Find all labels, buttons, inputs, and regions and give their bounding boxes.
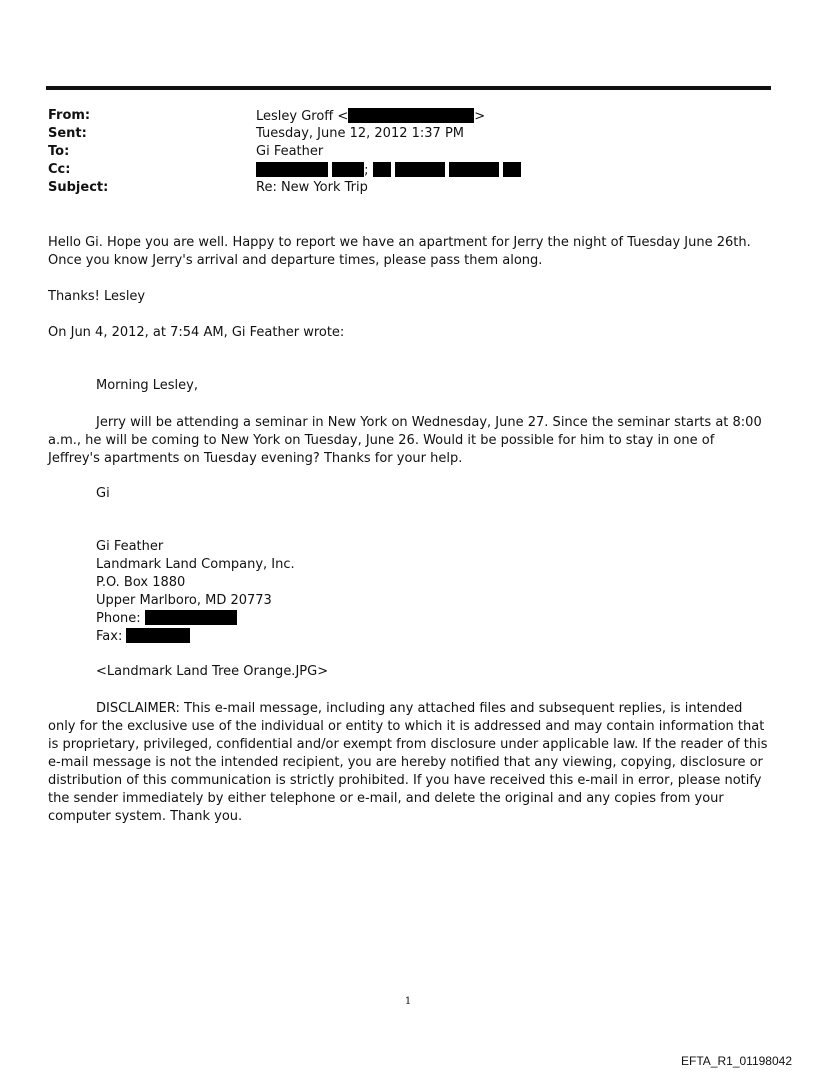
signature-block — [96, 538, 295, 646]
attachment-name: <Landmark Land Tree Orange.JPG> — [96, 664, 329, 679]
sent-value: Tuesday, June 12, 2012 1:37 PM — [256, 126, 464, 141]
to-label: To: — [48, 144, 70, 159]
redaction-block — [503, 162, 521, 177]
signature-address-2: Upper Marlboro, MD 20773 — [96, 593, 272, 608]
greeting: Morning Lesley, — [96, 378, 198, 393]
sent-label: Sent: — [48, 126, 87, 141]
reply-paragraph: Hello Gi. Hope you are well. Happy to report we have an apartment for Jerry the night of Tuesday June 26th. Once you know Jerry's arrival and departure times, please pass them along. — [48, 235, 751, 268]
signature-fax — [96, 628, 295, 646]
message-paragraph: Jerry will be attending a seminar in New York on Wednesday, June 27. Since the seminar starts at 8:00 a.m., he will be coming to New York on Tuesday, June 26. Would it be possible for him to stay in one of Jeffrey's apartments on Tuesday evening? Thanks for your help. — [48, 415, 762, 466]
header-rule — [46, 86, 771, 90]
phone-label: Phone: — [96, 611, 141, 626]
redaction-block — [449, 162, 499, 177]
cc-separator: ; — [364, 163, 369, 178]
signature-name: Gi Feather — [96, 539, 164, 554]
to-value: Gi Feather — [256, 144, 324, 159]
signature-company: Landmark Land Company, Inc. — [96, 557, 295, 572]
redaction-block — [332, 162, 364, 177]
cc-label: Cc: — [48, 162, 71, 177]
subject-value: Re: New York Trip — [256, 180, 368, 195]
redaction-block — [395, 162, 445, 177]
closing: Gi — [96, 486, 110, 501]
redaction-block — [373, 162, 391, 177]
redaction-block — [348, 108, 474, 123]
from-name: Lesley Groff < — [256, 109, 349, 124]
signature-address-1: P.O. Box 1880 — [96, 575, 186, 590]
cc-value — [256, 162, 521, 178]
from-label: From: — [48, 108, 91, 123]
bates-number: EFTA_R1_01198042 — [681, 1054, 792, 1068]
signoff: Thanks! Lesley — [48, 289, 146, 304]
from-value — [256, 108, 485, 124]
page-number: 1 — [404, 996, 412, 1007]
redaction-block — [126, 628, 190, 643]
subject-label: Subject: — [48, 180, 109, 195]
disclaimer-paragraph: DISCLAIMER: This e-mail message, including any attached files and subsequent replies, is intended only for the exclusive use of the individual or entity to which it is addressed and may contain information that is proprietary, privileged, confidential and/or exempt from disclosure under applicable law. If the reader of this e-mail message is not the intended recipient, you are hereby notified that any viewing, copying, disclosure or distribution of this communication is strictly prohibited. If you have received this e-mail in error, please notify the sender immediately by either telephone or e-mail, and delete the original and any copies from your computer system. Thank you. — [48, 701, 768, 824]
fax-label: Fax: — [96, 629, 123, 644]
quote-intro: On Jun 4, 2012, at 7:54 AM, Gi Feather wrote: — [48, 325, 345, 340]
from-bracket: > — [474, 109, 486, 124]
signature-phone — [96, 610, 295, 628]
redaction-block — [145, 610, 237, 625]
redaction-block — [256, 162, 328, 177]
